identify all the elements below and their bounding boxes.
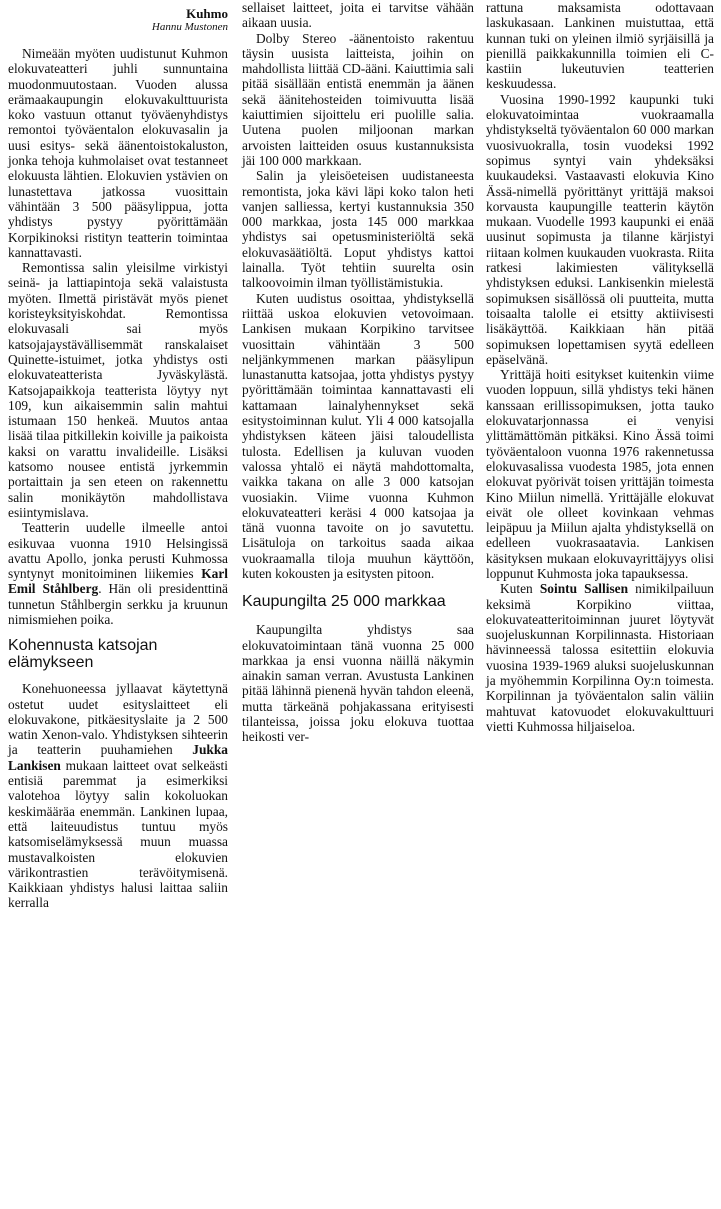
- article-paragraph: Yrittäjä hoiti esitykset kuitenkin viime vuoden loppuun, sillä yhdistys teki hänen kanssaan erillissopimuksen, jotta tauko elokuvatarjonnassa ei venyisi ylittämättömän pitkäksi. Kino Ässä toimi työväentaloon vuonna 1976 rakennetussa elokuvasalissa vuodesta 1985, jota ennen elokuvat pyörivät toisen yrittäjän toimesta Kino Miilun nimellä. Yrittäjälle elokuvat eivät ole olleet kovinkaan vehmas leipäpuu ja Miilun ajalta yhdistyksellä on edelleen vuokrasaatavia. Lankisen käsityksen mukaan elokuvayrittäjyys olisi loppunut Kuhmosta joka tapauksessa.: [486, 367, 714, 581]
- article-paragraph: Kaupungilta yhdistys saa elokuvatoimintaan tänä vuonna 25 000 markkaa ja ensi vuonna näillä näkymin ainakin saman verran. Avustusta Lankinen pitää lähinnä pienenä hyvän tahdon eleenä, mutta tärkeänä pohjakassana erityisesti tilanteissa, joissa joku elokuva tuottaa heikosti ver-: [242, 622, 474, 745]
- article-paragraph: [8, 520, 228, 627]
- text-run: Kuten: [500, 581, 540, 597]
- text-run: nimikilpailuun keksimä Korpikino viittaa, elokuvateatteritoiminnan juuret löytyvät suojeluskunnan Korpilinnasta. Historiaan hävinneessä talossa esitettiin elokuvia vuosina 1939-1969 aluksi suojeluskunnan ja myöhemmin Korpilinna Oy:n toimesta. Korpilinnan ja työväentalon salin väliin mahtuvat katovuodet elokuvakulttuuri vietti Kuhmossa hiljaiseloa.: [486, 581, 714, 734]
- article-paragraph: Vuosina 1990-1992 kaupunki tuki elokuvatoimintaa vuokraamalla yhdistykseltä työväentalon 60 000 markan vuosivuokralla, tosin vuodeksi 1992 sopimus syntyi vain yhdeksäksi kuukaudeksi. Vastaavasti elokuvia Kino Ässä-nimellä pyörittänyt yrittäjä maksoi korvausta kaupungille teatterin käytön mukaan. Vuodelle 1993 kaupunki ei enää uusinut sopimusta ja tilanne kärjistyi riitaan kolmen kuukauden vuokrasta. Riita ratkesi lakimiesten välityksellä yhdistyksen eduksi. Lankisenkin mielestä sopimuksen sisällössä oli puutteita, mutta toisaalta talolle ei etsitty aktiivisesti lisäkäyttöä. Kaikkiaan hän pitää sopimuksen lopettamisen syytä edelleen epäselvänä.: [486, 91, 714, 367]
- byline-author: Hannu Mustonen: [151, 21, 228, 33]
- article-paragraph: [486, 581, 714, 734]
- bold-name: Jukka Lankisen: [8, 742, 228, 773]
- bold-name: Karl Emil Ståhlberg: [8, 566, 228, 597]
- text-run: . Hän oli presidenttinä tunnetun Ståhlbergin serkku ja kruunun nimismiehen poika.: [8, 581, 228, 627]
- article-paragraph: [8, 681, 228, 910]
- column-3: [486, 0, 714, 734]
- bold-name: Sointu Sallisen: [539, 581, 629, 597]
- dateline-place: Kuhmo: [186, 6, 228, 21]
- column-2: [242, 0, 474, 745]
- text-run: mukaan laitteet ovat selkeästi entisiä paremmat ja esimerkiksi valotehoa löytyy salin kokoluokan keskimääräa enemmän. Lankinen lupaa, että laiteuudistus tuntuu myös katsomiselämyksessä muun muassa mustavalkoisten elokuvien värikontrastien terävöitymisenä. Kaikkiaan yhdistys halusi laittaa saliin kerralla: [8, 757, 228, 911]
- text-run: Konehuoneessa jyllaavat käytettynä ostetut uudet esityslaitteet eli elokuvakone, pitkäesityslaite ja 2 500 watin Xenon-valo. Yhdistyksen sihteerin ja teatterin puuhamiehen: [8, 681, 228, 758]
- article-paragraph: Nimeään myöten uudistunut Kuhmon elokuvateatteri juhli sunnuntaina muodonmuutostaan. Vuoden alussa erämaakaupungin elokuvakulttuurista koko vastuun ottanut työväenyhdistys remontoi työväentalon elokuvasalin ja uusi esitys- sekä äänentoistokaluston, jonka tehoja kuhmolaiset ovat testanneet elokuusta lähtien. Elokuvien ystävien on lunastettava jatkossa vuosittain vähintään 3 500 pääsylippua, jotta yhdistys pystyy pyörittämään Korpikinoksi ristityn teatterin toimintaa kannattavasti.: [8, 46, 228, 260]
- subheading: Kaupungilta 25 000 markkaa: [242, 593, 446, 611]
- subheading: Kohennusta katsojan elämykseen: [8, 637, 158, 672]
- article-paragraph: Kuten uudistus osoittaa, yhdistyksellä riittää uskoa elokuvien vetovoimaan. Lankisen mukaan Korpikino tarvitsee vuosittain vähintään 3 500 neljänkymmenen markan pääsylipun lunastanutta katsojaa, jotta yhdistys pystyy pyörittämään toimintaa kannattavasti eli kattamaan lainalyhennykset sekä esitystoiminnan kulut. Yli 4 000 katsojalla yhdistyksen käteen jäisi taloudellista tulosta. Edellisen ja kuluvan vuoden valossa yhtalö ei näytä mahdottomalta, vaikka takana on alle 3 000 katsojan vuosiakin. Viime vuonna Kuhmon elokuvateatteri keräsi 4 000 katsojaa ja tänä vuonna tavoite on jo savutettu. Lisätuloja on tarkoitus saada aikaa vuokraamalla tiloja muuhun käyttöön, kuten kokousten ja esitysten pitoon.: [242, 290, 474, 581]
- column-1: [8, 0, 228, 911]
- article-paragraph: Salin ja yleisöeteisen uudistaneesta remontista, joka kävi läpi koko talon heti vanjen salliessa, kertyi kustannuksia 350 000 markkaa, josta 145 000 markkaa yhdistys sai opetusministeriöltä sekä elokuvasäätiöltä. Loput yhdistys kattoi lainalla. Työt tehtiin suurelta osin talkoovoimin ilman työllistämistukia.: [242, 168, 474, 291]
- text-run: Teatterin uudelle ilmeelle antoi esikuvaa vuonna 1910 Helsingissä avattu Apollo, jonka perusti Kuhmossa syntynyt monitoiminen liikemies: [8, 520, 228, 582]
- article-paragraph: Dolby Stereo -äänentoisto rakentuu täysin uusista laitteista, joihin on mahdollista liittää CD-ääni. Kaiuttimia sali pitää sisällään entistä enemmän ja äänen sekä äänitehosteiden toimivuutta lisää kaiuttimien sijoittelu eri puolille salia. Uutena puolen miljoonan markan arvoisten laitteiden osuus kustannuksista jäi 100 000 markkaan.: [242, 30, 474, 168]
- article-paragraph: Remontissa salin yleisilme virkistyi seinä- ja lattiapintoja sekä valaistusta myöten. Ilmettä piristävät myös pienet koristeyksityiskohdat. Remontissa elokuvasali sai myös katsojajaystävällisemmät ranskalaiset Quinette-istuimet, jotka yhdistys osti elokuvateatterista Jyväskylästä. Katsojapaikkoja teatterista löytyy nyt 109, kun aikaisemmin salin mahtui istumaan 150 henkeä. Muutos antaa lisää tilaa pitkillekin koiville ja paikoista kaksi on varattu invalideille. Lisäksi katsomo nousee entistä jyrkemmin portaittain ja sen eteen on rakennettu salin monikäytön mahdollistava esiintymislava.: [8, 260, 228, 520]
- article-paragraph: rattuna maksamista odottavaan laskukasaan. Lankinen muistuttaa, että kunnan tuki on yleinen ilmiö syrjäisillä ja pienillä paikkakunnilla toimien eli C-kastiin lukeutuvien teatterien keskuudessa.: [486, 0, 714, 92]
- article-paragraph: sellaiset laitteet, joita ei tarvitse vähään aikaan uusia.: [242, 0, 474, 31]
